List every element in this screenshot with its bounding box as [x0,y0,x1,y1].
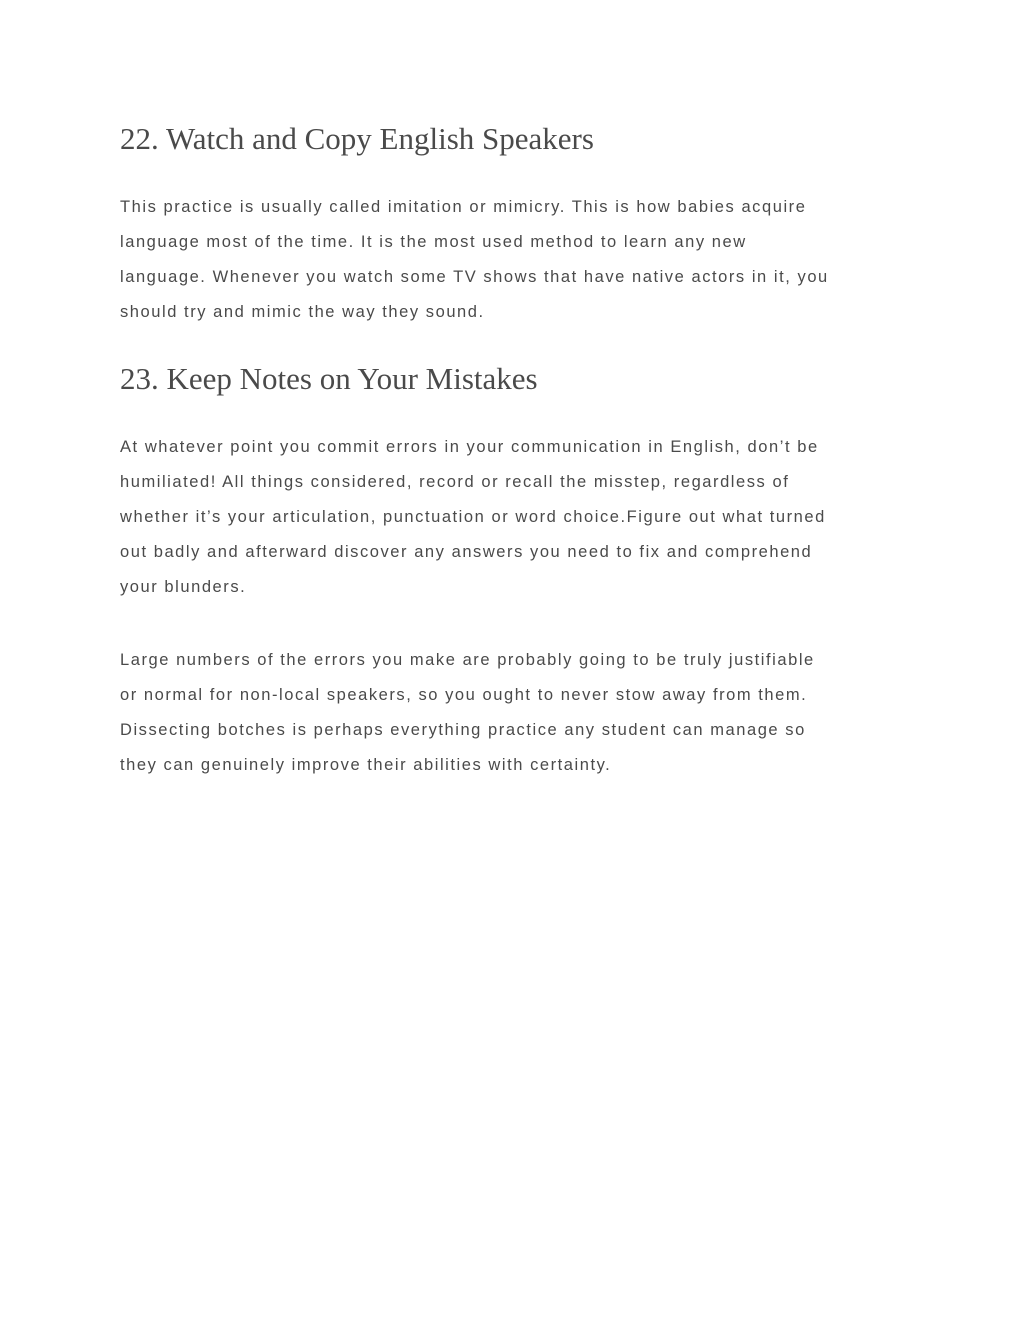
paragraph-line: whether it’s your articulation, punctuation or word choice.Figure out what turned [120,508,826,526]
paragraph-line: Large numbers of the errors you make are probably going to be truly justifiable [120,651,815,669]
paragraph-line: or normal for non-local speakers, so you ought to never stow away from them. [120,686,808,704]
paragraph-line: At whatever point you commit errors in your communication in English, don’t be [120,438,819,456]
section-heading: 22. Watch and Copy English Speakers [120,121,594,156]
paragraph [120,190,910,330]
paragraph [120,643,910,783]
paragraph-line: Dissecting botches is perhaps everything practice any student can manage so [120,721,806,739]
paragraph-line: out badly and afterward discover any answers you need to fix and comprehend [120,543,813,561]
paragraph-line: should try and mimic the way they sound. [120,303,485,321]
section-heading: 23. Keep Notes on Your Mistakes [120,361,538,396]
paragraph-line: This practice is usually called imitation or mimicry. This is how babies acquire [120,198,807,216]
paragraph-line: language. Whenever you watch some TV shows that have native actors in it, you [120,268,829,286]
paragraph [120,430,910,605]
paragraph-line: language most of the time. It is the most used method to learn any new [120,233,747,251]
paragraph-line: humiliated! All things considered, record or recall the misstep, regardless of [120,473,790,491]
paragraph-line: your blunders. [120,578,247,596]
paragraph-line: they can genuinely improve their abilities with certainty. [120,756,612,774]
